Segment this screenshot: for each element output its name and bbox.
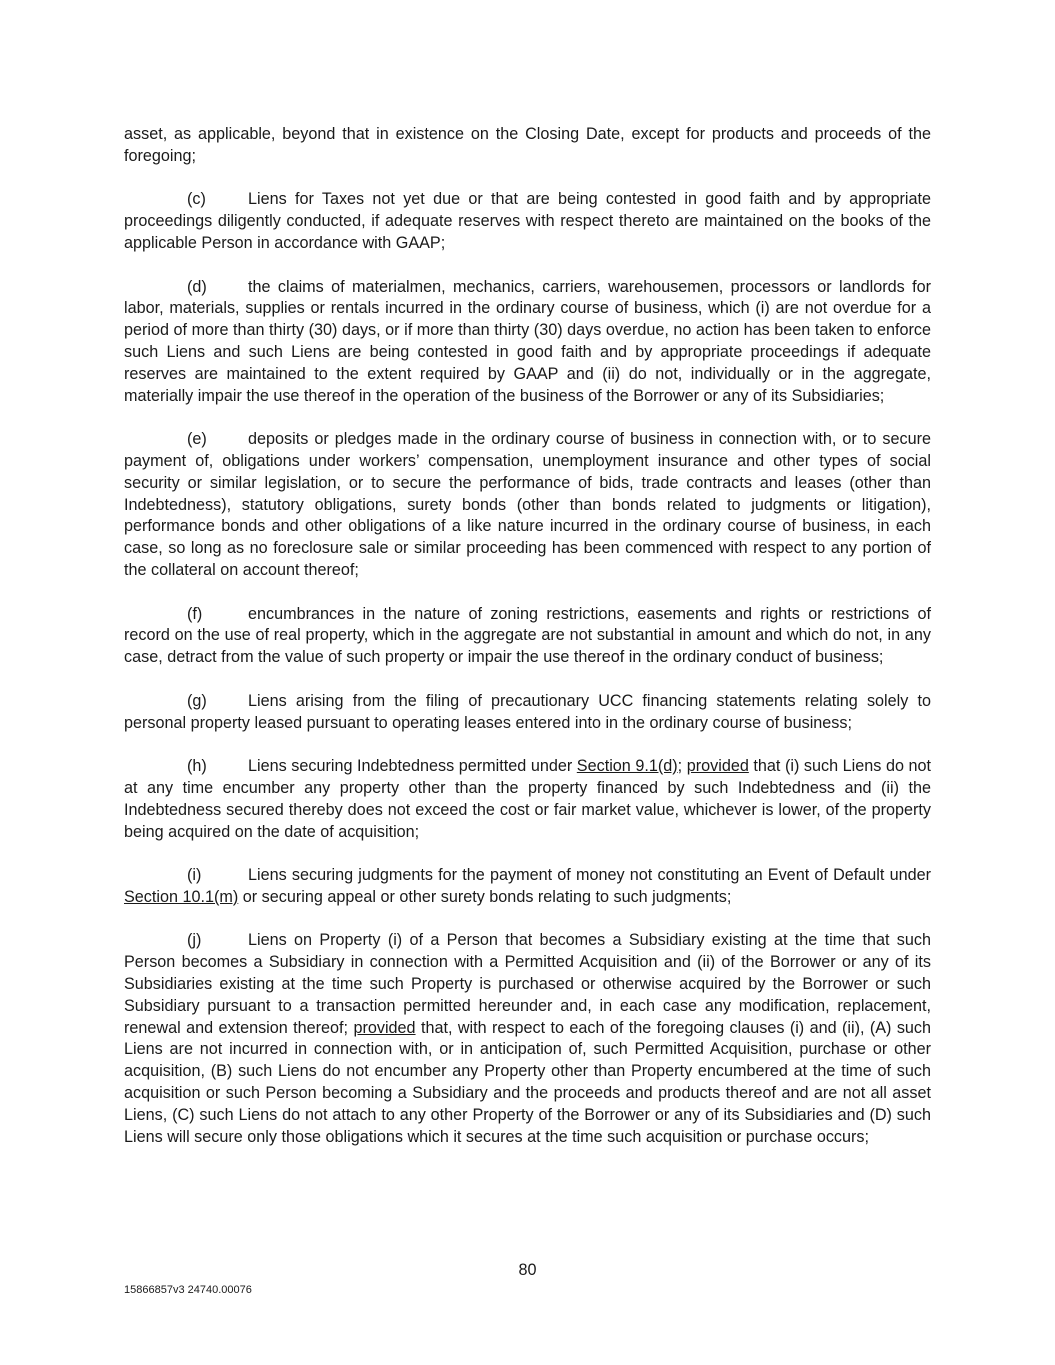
intro-paragraph <box>124 124 931 168</box>
clause-f <box>124 604 931 669</box>
clause-j <box>124 930 931 1148</box>
intro-text: asset, as applicable, beyond that in existence on the Closing Date, except for products and proceeds of the foregoing; <box>124 125 931 165</box>
clause-h-text-1: Liens securing Indebtedness permitted under <box>248 757 577 776</box>
clause-h-label: (h) <box>187 757 207 776</box>
clause-j-label: (j) <box>187 931 202 950</box>
document-id: 15866857v3 24740.00076 <box>124 1284 252 1296</box>
clause-e <box>124 429 931 582</box>
clause-d-text: the claims of materialmen, mechanics, carriers, warehousemen, processors or landlords for labor, materials, supplies or rentals incurred in the ordinary course of business, which (i) are not overdue for a period of more than thirty (30) days, or if more than thirty (30) days overdue, no action has been taken to enforce such Liens and such Liens are being contested in good faith and by appropriate proceedings if adequate reserves are maintained to the extent required by GAAP and (ii) do not, individually or in the aggregate, materially impair the use thereof in the operation of the business of the Borrower or any of its Subsidiaries; <box>124 277 931 405</box>
clause-j-text-2: that, with respect to each of the foregoing clauses (i) and (ii), (A) such Liens are not incurred in connection with, or in anticipation of, such Permitted Acquisition, purchase or other acquisition, (B) such Liens do not encumber any Property other than Property encumbered at the time of such acquisition or such Person becoming a Subsidiary and the proceeds and products thereof and are not all asset Liens, (C) such Liens do not attach to any other Property of the Borrower or any of its Subsidiaries and (D) such Liens will secure only those obligations which it secures at the time such acquisition or purchase occurs; <box>124 1018 932 1146</box>
section-reference-link: Section 9.1(d) <box>576 757 678 776</box>
clause-d <box>124 277 931 408</box>
clause-g-label: (g) <box>187 691 207 710</box>
clause-h <box>124 756 931 843</box>
clause-g-text: Liens arising from the filing of precautionary UCC financing statements relating solely to personal property leased pursuant to operating leases entered into in the ordinary course of business; <box>124 691 931 732</box>
clause-i-text-2: or securing appeal or other surety bonds relating to such judgments; <box>238 887 732 906</box>
clause-h-text-2: ; <box>677 757 687 776</box>
clause-c <box>124 189 931 254</box>
clause-e-text: deposits or pledges made in the ordinary course of business in connection with, or to secure payment of, obligations under workers’ compensation, unemployment insurance and other types of social security or similar legislation, or to secure the performance of bids, trade contracts and leases (other than Indebtedness), statutory obligations, surety bonds (other than bonds related to judgments or litigation), performance bonds and other obligations of a like nature incurred in the ordinary course of business, in each case, so long as no foreclosure sale or similar proceeding has been commenced with respect to any portion of the collateral on account thereof; <box>124 430 931 579</box>
provided-term: provided <box>686 757 749 776</box>
clause-d-label: (d) <box>187 277 207 296</box>
clause-g <box>124 691 931 735</box>
clause-h-text-3: that (i) such Liens do not at any time encumber any property other than the property financed by such Indebtedness and (ii) the Indebtedness secured thereby does not exceed the cost or fair market value, whichever is lower, of the property being acquired on the date of acquisition; <box>124 757 932 841</box>
provided-term: provided <box>353 1018 416 1037</box>
clause-f-text: encumbrances in the nature of zoning restrictions, easements and rights or restrictions of record on the use of real property, which in the aggregate are not substantial in amount and which do not, in any case, detract from the value of such property or impair the use thereof in the ordinary conduct of business; <box>124 604 931 667</box>
clause-c-text: Liens for Taxes not yet due or that are being contested in good faith and by appropriate proceedings diligently conducted, if adequate reserves with respect thereto are maintained on the books of the applicable Person in accordance with GAAP; <box>124 190 931 252</box>
page-number: 80 <box>518 1261 537 1279</box>
document-body <box>124 124 931 1170</box>
clause-i-text-1: Liens securing judgments for the payment of money not constituting an Event of Default under <box>248 866 931 885</box>
clause-e-label: (e) <box>187 430 207 449</box>
clause-f-label: (f) <box>187 604 203 623</box>
clause-i <box>124 865 931 909</box>
clause-j-text-1: Liens on Property (i) of a Person that becomes a Subsidiary existing at the time that such Person becomes a Subsidiary in connection with a Permitted Acquisition and (ii) of the Borrower or any of its Subsidiaries existing at the time such Property is purchased or otherwise acquired by the Borrower or such Subsidiary pursuant to a transaction permitted hereunder and, in each case any modification, replacement, renewal and extension thereof; <box>124 931 931 1037</box>
clause-c-label: (c) <box>187 190 206 209</box>
clause-i-label: (i) <box>187 866 202 885</box>
section-reference-link: Section 10.1(m) <box>124 887 239 906</box>
